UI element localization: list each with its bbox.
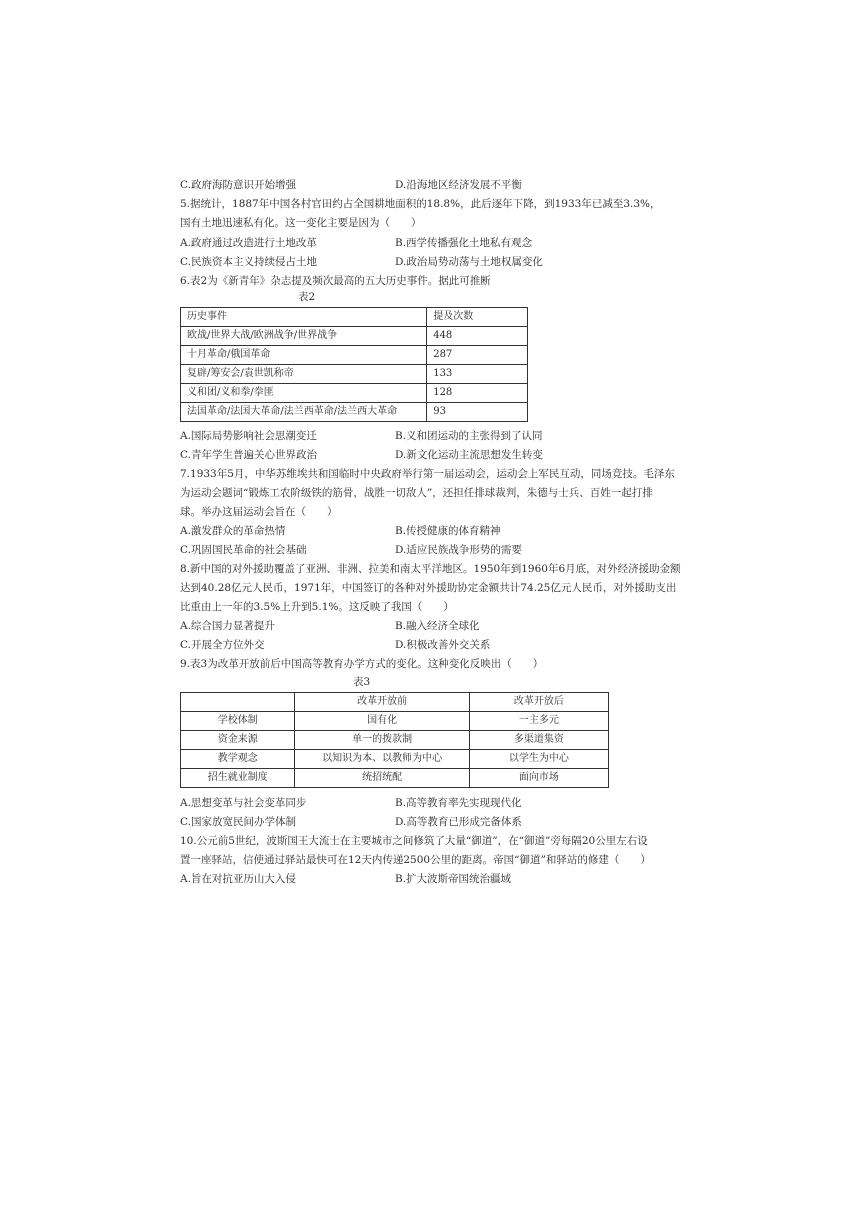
table-cell: 义和团/义和拳/拳匪: [181, 384, 427, 403]
q6-option-b: B.义和团运动的主张得到了认同: [395, 430, 543, 442]
q4-option-d: D.沿海地区经济发展不平衡: [395, 179, 522, 191]
q9-option-d: D.高等教育已形成完备体系: [395, 816, 522, 828]
table-cell: 448: [427, 327, 528, 346]
table-cell: 欧战/世界大战/欧洲战争/世界战争: [181, 327, 427, 346]
q5-option-c: C.民族资本主义持续侵占土地: [180, 256, 317, 268]
table-cell: 287: [427, 346, 528, 365]
q8-option-d: D.积极改善外交关系: [395, 639, 491, 651]
table-header-cell: 改革开放前: [295, 693, 469, 712]
q7-stem-line2: 为运动会题词“锻炼工农阶级铁的筋骨，战胜一切敌人”，还担任排球裁判，朱德与士兵、百姓一起打排: [180, 487, 653, 499]
table-row: [181, 769, 609, 788]
q8-stem-line3: 比重由上一年的3.5%上升到5.1%。这反映了我国（ ）: [180, 601, 454, 613]
q5-option-b: B.西学传播强化土地私有观念: [395, 237, 533, 249]
q8-option-a: A.综合国力显著提升: [180, 620, 275, 632]
table-header-cell: [181, 693, 295, 712]
q9-option-c: C.国家放宽民间办学体制: [180, 816, 296, 828]
q5-stem-line2: 国有土地迅速私有化。这一变化主要是因为（ ）: [180, 217, 422, 229]
q7-stem-line3: 球。举办这届运动会旨在（ ）: [180, 506, 338, 518]
table-header-row: [181, 308, 528, 327]
q8-stem-line2: 达到40.28亿元人民币，1971年，中国签订的各种对外援助协定金额共计74.25亿元人民币，对外援助支出: [180, 582, 677, 594]
table-cell: 十月革命/俄国革命: [181, 346, 427, 365]
q10-stem-line2: 置一座驿站，信使通过驿站最快可在12天内传递2500公里的距离。帝国“御道”和驿站的修建（ ）: [180, 854, 651, 866]
table-cell: 国有化: [295, 712, 469, 731]
table-cell: 资金来源: [181, 731, 295, 750]
q6-table: [180, 307, 528, 422]
table-cell: 单一的拨款制: [295, 731, 469, 750]
table-cell: 以知识为本、以教师为中心: [295, 750, 469, 769]
q5-stem-line1: 5.据统计，1887年中国各村官田约占全国耕地面积的18.8%，此后逐年下降，到1933年已减至3.3%，: [180, 198, 661, 210]
table-cell: 93: [427, 403, 528, 422]
q9-table: [180, 692, 609, 788]
q7-option-b: B.传授健康的体育精神: [395, 525, 501, 537]
q6-option-a: A.国际局势影响社会思潮变迁: [180, 430, 317, 442]
table-cell: 多渠道集资: [469, 731, 608, 750]
table-row: [181, 384, 528, 403]
q7-option-a: A.激发群众的革命热情: [180, 525, 286, 537]
q8-stem-line1: 8.新中国的对外援助覆盖了亚洲、非洲、拉美和南太平洋地区。1950年到1960年6月底，对外经济援助金额: [180, 563, 681, 575]
table-header-cell: 历史事件: [181, 308, 427, 327]
table-cell: 以学生为中心: [469, 750, 608, 769]
table-cell: 招生就业制度: [181, 769, 295, 788]
q8-option-c: C.开展全方位外交: [180, 639, 265, 651]
q6-option-d: D.新文化运动主流思想发生转变: [395, 449, 543, 461]
table-row: [181, 731, 609, 750]
table-row: [181, 712, 609, 731]
table-row: [181, 750, 609, 769]
table-header-cell: 改革开放后: [469, 693, 608, 712]
q10-stem-line1: 10.公元前5世纪，波斯国王大流士在主要城市之间修筑了大量“御道”，在“御道”旁每隔20公里左右设: [180, 835, 648, 847]
q9-option-a: A.思想变革与社会变革同步: [180, 797, 307, 809]
q9-stem: 9.表3为改革开放前后中国高等教育办学方式的变化。这种变化反映出（ ）: [180, 658, 544, 670]
q7-stem-line1: 7.1933年5月，中华苏维埃共和国临时中央政府举行第一届运动会，运动会上军民互动，同场竞技。毛泽东: [180, 468, 675, 480]
q10-option-b: B.扩大波斯帝国统治疆域: [395, 873, 512, 885]
table-cell: 复辟/筹安会/袁世凯称帝: [181, 365, 427, 384]
q9-table-caption: 表3: [353, 676, 371, 688]
q6-table-caption: 表2: [298, 291, 316, 303]
table-cell: 128: [427, 384, 528, 403]
table-cell: 教学观念: [181, 750, 295, 769]
q5-option-d: D.政治局势动荡与土地权属变化: [395, 256, 543, 268]
table-cell: 统招统配: [295, 769, 469, 788]
q7-option-c: C.巩固国民革命的社会基础: [180, 544, 307, 556]
q7-option-d: D.适应民族战争形势的需要: [395, 544, 522, 556]
q8-option-b: B.融入经济全球化: [395, 620, 480, 632]
table-cell: 面向市场: [469, 769, 608, 788]
table-row: [181, 346, 528, 365]
table-header-row: [181, 693, 609, 712]
table-row: [181, 365, 528, 384]
table-cell: 法国革命/法国大革命/法兰西革命/法兰西大革命: [181, 403, 427, 422]
table-row: [181, 403, 528, 422]
table-cell: 133: [427, 365, 528, 384]
table-cell: 学校体制: [181, 712, 295, 731]
q5-option-a: A.政府通过改造进行土地改革: [180, 237, 317, 249]
table-row: [181, 327, 528, 346]
table-header-cell: 提及次数: [427, 308, 528, 327]
q6-option-c: C.青年学生普遍关心世界政治: [180, 449, 317, 461]
q4-option-c: C.政府海防意识开始增强: [180, 179, 296, 191]
table-cell: 一主多元: [469, 712, 608, 731]
q9-option-b: B.高等教育率先实现现代化: [395, 797, 522, 809]
q6-stem: 6.表2为《新青年》杂志提及频次最高的五大历史事件。据此可推断: [180, 275, 491, 287]
q10-option-a: A.旨在对抗亚历山大入侵: [180, 873, 296, 885]
